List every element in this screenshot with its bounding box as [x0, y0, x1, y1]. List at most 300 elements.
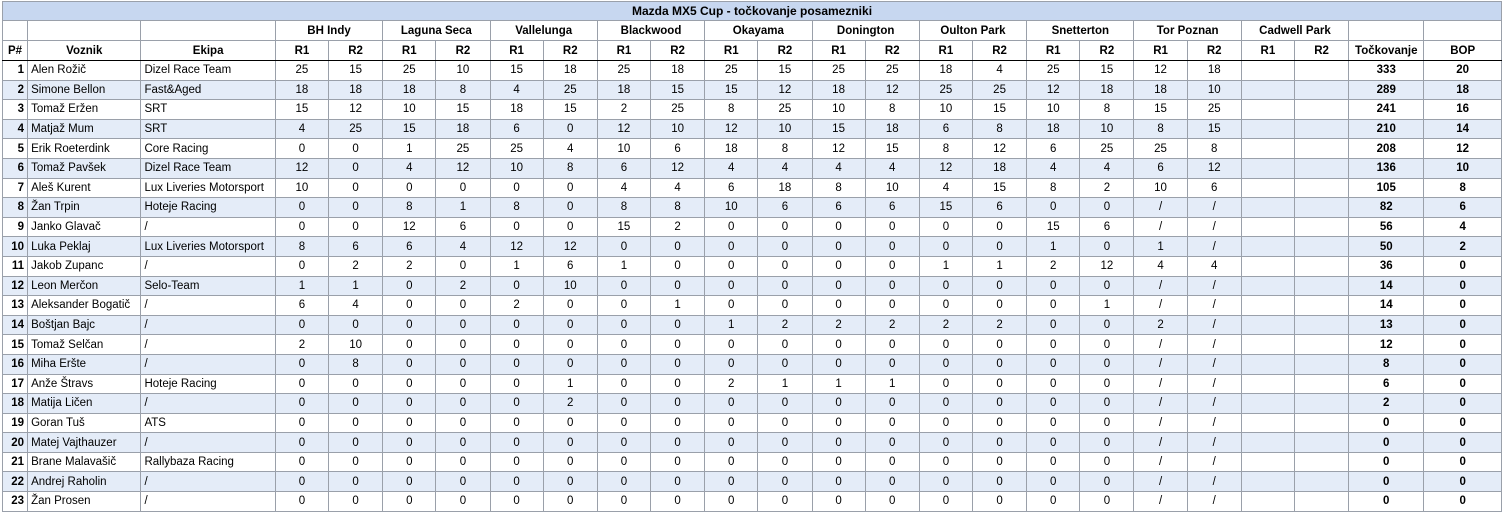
result-cell[interactable]: 15 — [383, 119, 436, 139]
result-cell[interactable]: 0 — [972, 335, 1026, 355]
result-cell[interactable]: 12 — [1187, 158, 1241, 178]
points-cell[interactable]: 36 — [1349, 256, 1424, 276]
team-cell[interactable]: Selo-Team — [141, 276, 275, 296]
header-r1[interactable]: R1 — [919, 41, 972, 61]
bop-cell[interactable]: 0 — [1424, 472, 1502, 492]
team-cell[interactable]: Hoteje Racing — [141, 198, 275, 218]
result-cell[interactable]: 0 — [543, 492, 597, 512]
result-cell[interactable]: / — [1187, 374, 1241, 394]
points-cell[interactable]: 136 — [1349, 158, 1424, 178]
result-cell[interactable]: 0 — [383, 354, 436, 374]
bop-cell[interactable]: 6 — [1424, 198, 1502, 218]
result-cell[interactable]: / — [1187, 413, 1241, 433]
result-cell[interactable]: 1 — [1134, 237, 1187, 257]
result-cell[interactable] — [1294, 413, 1348, 433]
result-cell[interactable] — [1241, 139, 1294, 159]
result-cell[interactable]: 0 — [1027, 472, 1080, 492]
position-cell[interactable]: 1 — [3, 61, 28, 81]
header-r1[interactable]: R1 — [597, 41, 650, 61]
result-cell[interactable]: 2 — [543, 394, 597, 414]
points-cell[interactable]: 56 — [1349, 217, 1424, 237]
result-cell[interactable]: 6 — [383, 237, 436, 257]
result-cell[interactable] — [1241, 178, 1294, 198]
driver-cell[interactable]: Simone Bellon — [28, 80, 141, 100]
result-cell[interactable]: 0 — [758, 335, 812, 355]
result-cell[interactable]: 0 — [1027, 374, 1080, 394]
result-cell[interactable]: 2 — [329, 256, 383, 276]
header-r2[interactable]: R2 — [758, 41, 812, 61]
result-cell[interactable]: 10 — [597, 139, 650, 159]
result-cell[interactable]: 0 — [275, 256, 328, 276]
result-cell[interactable]: 0 — [705, 394, 758, 414]
bop-cell[interactable]: 0 — [1424, 296, 1502, 316]
result-cell[interactable]: 0 — [865, 413, 919, 433]
result-cell[interactable]: 10 — [543, 276, 597, 296]
result-cell[interactable]: 0 — [490, 452, 543, 472]
result-cell[interactable]: 12 — [758, 80, 812, 100]
points-cell[interactable]: 333 — [1349, 61, 1424, 81]
result-cell[interactable]: 15 — [275, 100, 328, 120]
result-cell[interactable]: 6 — [275, 296, 328, 316]
result-cell[interactable]: 0 — [1027, 394, 1080, 414]
result-cell[interactable]: 0 — [1027, 452, 1080, 472]
result-cell[interactable]: 15 — [329, 61, 383, 81]
result-cell[interactable]: 0 — [758, 413, 812, 433]
result-cell[interactable]: 0 — [543, 178, 597, 198]
result-cell[interactable]: 0 — [705, 413, 758, 433]
result-cell[interactable]: 1 — [972, 256, 1026, 276]
result-cell[interactable]: 6 — [329, 237, 383, 257]
result-cell[interactable]: 0 — [1080, 198, 1134, 218]
result-cell[interactable]: 4 — [543, 139, 597, 159]
result-cell[interactable]: 12 — [972, 139, 1026, 159]
bop-cell[interactable]: 0 — [1424, 354, 1502, 374]
bop-cell[interactable]: 0 — [1424, 413, 1502, 433]
header-r2[interactable]: R2 — [543, 41, 597, 61]
result-cell[interactable]: 0 — [919, 413, 972, 433]
result-cell[interactable]: 25 — [812, 61, 865, 81]
bop-cell[interactable]: 2 — [1424, 237, 1502, 257]
driver-cell[interactable]: Boštjan Bajc — [28, 315, 141, 335]
result-cell[interactable]: 0 — [329, 315, 383, 335]
header-r2[interactable]: R2 — [329, 41, 383, 61]
result-cell[interactable]: 0 — [543, 433, 597, 453]
result-cell[interactable]: 1 — [919, 256, 972, 276]
result-cell[interactable]: 4 — [436, 237, 490, 257]
result-cell[interactable]: 0 — [383, 452, 436, 472]
track-header[interactable]: Donington — [812, 21, 919, 41]
result-cell[interactable]: / — [1134, 394, 1187, 414]
result-cell[interactable]: / — [1134, 413, 1187, 433]
result-cell[interactable]: 1 — [329, 276, 383, 296]
result-cell[interactable]: 12 — [1080, 256, 1134, 276]
result-cell[interactable]: 0 — [275, 394, 328, 414]
position-cell[interactable]: 22 — [3, 472, 28, 492]
result-cell[interactable]: 6 — [758, 198, 812, 218]
result-cell[interactable]: 0 — [1080, 452, 1134, 472]
result-cell[interactable]: 0 — [275, 413, 328, 433]
result-cell[interactable]: 0 — [812, 354, 865, 374]
result-cell[interactable]: 0 — [919, 217, 972, 237]
result-cell[interactable]: 0 — [865, 433, 919, 453]
result-cell[interactable]: 4 — [758, 158, 812, 178]
result-cell[interactable]: 0 — [972, 394, 1026, 414]
result-cell[interactable]: / — [1134, 354, 1187, 374]
result-cell[interactable]: 0 — [436, 374, 490, 394]
result-cell[interactable]: 0 — [865, 452, 919, 472]
driver-cell[interactable]: Matija Ličen — [28, 394, 141, 414]
result-cell[interactable]: 0 — [275, 374, 328, 394]
result-cell[interactable]: 0 — [1080, 413, 1134, 433]
result-cell[interactable]: 0 — [490, 335, 543, 355]
result-cell[interactable]: 6 — [812, 198, 865, 218]
header-r1[interactable]: R1 — [1134, 41, 1187, 61]
result-cell[interactable] — [1241, 198, 1294, 218]
result-cell[interactable]: 0 — [597, 394, 650, 414]
result-cell[interactable]: 0 — [490, 374, 543, 394]
result-cell[interactable]: 2 — [1134, 315, 1187, 335]
result-cell[interactable]: 6 — [1080, 217, 1134, 237]
result-cell[interactable]: 2 — [1080, 178, 1134, 198]
result-cell[interactable]: 18 — [972, 158, 1026, 178]
result-cell[interactable]: 1 — [275, 276, 328, 296]
result-cell[interactable]: 0 — [758, 217, 812, 237]
result-cell[interactable] — [1241, 119, 1294, 139]
result-cell[interactable]: 0 — [919, 354, 972, 374]
result-cell[interactable]: 12 — [490, 237, 543, 257]
result-cell[interactable]: 0 — [972, 433, 1026, 453]
result-cell[interactable]: 2 — [758, 315, 812, 335]
result-cell[interactable]: 6 — [1187, 178, 1241, 198]
result-cell[interactable] — [1241, 61, 1294, 81]
result-cell[interactable]: 1 — [1027, 237, 1080, 257]
result-cell[interactable]: 0 — [383, 433, 436, 453]
result-cell[interactable]: 2 — [490, 296, 543, 316]
result-cell[interactable]: 6 — [597, 158, 650, 178]
position-cell[interactable]: 5 — [3, 139, 28, 159]
result-cell[interactable]: 4 — [651, 178, 705, 198]
position-cell[interactable]: 9 — [3, 217, 28, 237]
result-cell[interactable]: 0 — [543, 119, 597, 139]
result-cell[interactable]: 0 — [490, 492, 543, 512]
result-cell[interactable]: 10 — [919, 100, 972, 120]
header-r2[interactable]: R2 — [1187, 41, 1241, 61]
result-cell[interactable]: 0 — [705, 354, 758, 374]
result-cell[interactable]: 0 — [1080, 472, 1134, 492]
team-cell[interactable]: SRT — [141, 119, 275, 139]
result-cell[interactable]: 0 — [812, 276, 865, 296]
position-cell[interactable]: 15 — [3, 335, 28, 355]
result-cell[interactable]: 2 — [865, 315, 919, 335]
result-cell[interactable]: 0 — [972, 276, 1026, 296]
result-cell[interactable]: 0 — [329, 374, 383, 394]
result-cell[interactable]: 0 — [651, 374, 705, 394]
result-cell[interactable]: 1 — [383, 139, 436, 159]
driver-cell[interactable]: Brane Malavašič — [28, 452, 141, 472]
result-cell[interactable]: / — [1187, 237, 1241, 257]
result-cell[interactable]: 18 — [812, 80, 865, 100]
result-cell[interactable]: 0 — [972, 413, 1026, 433]
driver-cell[interactable]: Luka Peklaj — [28, 237, 141, 257]
result-cell[interactable]: 12 — [1027, 80, 1080, 100]
result-cell[interactable] — [1241, 452, 1294, 472]
result-cell[interactable]: 8 — [275, 237, 328, 257]
header-r2[interactable]: R2 — [436, 41, 490, 61]
result-cell[interactable]: 0 — [972, 492, 1026, 512]
header-blank[interactable] — [3, 21, 28, 41]
result-cell[interactable]: 4 — [919, 178, 972, 198]
result-cell[interactable]: 4 — [1134, 256, 1187, 276]
result-cell[interactable]: 0 — [758, 354, 812, 374]
result-cell[interactable] — [1241, 413, 1294, 433]
result-cell[interactable]: 2 — [383, 256, 436, 276]
result-cell[interactable]: 0 — [490, 217, 543, 237]
result-cell[interactable]: 0 — [275, 354, 328, 374]
points-cell[interactable]: 0 — [1349, 452, 1424, 472]
result-cell[interactable]: 0 — [812, 335, 865, 355]
team-cell[interactable]: / — [141, 296, 275, 316]
result-cell[interactable]: 0 — [329, 217, 383, 237]
driver-cell[interactable]: Erik Roeterdink — [28, 139, 141, 159]
points-cell[interactable]: 0 — [1349, 472, 1424, 492]
bop-cell[interactable]: 0 — [1424, 492, 1502, 512]
result-cell[interactable]: 0 — [919, 492, 972, 512]
result-cell[interactable]: / — [1134, 198, 1187, 218]
result-cell[interactable]: 18 — [275, 80, 328, 100]
driver-cell[interactable]: Matej Vajthauzer — [28, 433, 141, 453]
header-team[interactable]: Ekipa — [141, 41, 275, 61]
result-cell[interactable]: 10 — [1134, 178, 1187, 198]
header-r2[interactable]: R2 — [972, 41, 1026, 61]
result-cell[interactable]: 0 — [972, 237, 1026, 257]
result-cell[interactable]: 0 — [919, 472, 972, 492]
result-cell[interactable]: 0 — [1080, 433, 1134, 453]
result-cell[interactable]: 0 — [436, 256, 490, 276]
result-cell[interactable] — [1241, 158, 1294, 178]
result-cell[interactable]: 0 — [1027, 296, 1080, 316]
result-cell[interactable]: 15 — [705, 80, 758, 100]
result-cell[interactable]: 0 — [490, 394, 543, 414]
result-cell[interactable]: 25 — [1134, 139, 1187, 159]
result-cell[interactable] — [1241, 100, 1294, 120]
result-cell[interactable]: 0 — [865, 276, 919, 296]
points-cell[interactable]: 0 — [1349, 433, 1424, 453]
result-cell[interactable]: 25 — [1080, 139, 1134, 159]
result-cell[interactable]: 2 — [972, 315, 1026, 335]
result-cell[interactable]: 0 — [919, 335, 972, 355]
points-cell[interactable]: 2 — [1349, 394, 1424, 414]
result-cell[interactable]: 0 — [275, 472, 328, 492]
track-header[interactable]: Tor Poznan — [1134, 21, 1241, 41]
points-cell[interactable]: 105 — [1349, 178, 1424, 198]
result-cell[interactable]: 15 — [865, 139, 919, 159]
driver-cell[interactable]: Janko Glavač — [28, 217, 141, 237]
result-cell[interactable]: 8 — [651, 198, 705, 218]
points-cell[interactable]: 208 — [1349, 139, 1424, 159]
result-cell[interactable]: 0 — [490, 178, 543, 198]
result-cell[interactable]: 0 — [812, 492, 865, 512]
result-cell[interactable]: 8 — [1134, 119, 1187, 139]
result-cell[interactable]: / — [1134, 217, 1187, 237]
header-r1[interactable]: R1 — [490, 41, 543, 61]
result-cell[interactable]: 0 — [597, 296, 650, 316]
result-cell[interactable]: 0 — [383, 296, 436, 316]
result-cell[interactable]: 0 — [705, 256, 758, 276]
result-cell[interactable]: / — [1134, 374, 1187, 394]
result-cell[interactable]: 18 — [329, 80, 383, 100]
result-cell[interactable]: 12 — [597, 119, 650, 139]
result-cell[interactable]: 0 — [383, 472, 436, 492]
result-cell[interactable]: 0 — [651, 492, 705, 512]
result-cell[interactable]: 0 — [865, 335, 919, 355]
result-cell[interactable]: 4 — [275, 119, 328, 139]
result-cell[interactable]: 0 — [383, 276, 436, 296]
result-cell[interactable]: 18 — [597, 80, 650, 100]
result-cell[interactable] — [1294, 237, 1348, 257]
result-cell[interactable]: 0 — [758, 394, 812, 414]
result-cell[interactable]: 0 — [329, 178, 383, 198]
driver-cell[interactable]: Andrej Raholin — [28, 472, 141, 492]
position-cell[interactable]: 23 — [3, 492, 28, 512]
result-cell[interactable] — [1294, 394, 1348, 414]
result-cell[interactable]: 25 — [490, 139, 543, 159]
result-cell[interactable]: 10 — [329, 335, 383, 355]
result-cell[interactable] — [1241, 217, 1294, 237]
result-cell[interactable]: 0 — [705, 433, 758, 453]
result-cell[interactable]: 2 — [705, 374, 758, 394]
result-cell[interactable]: 0 — [597, 237, 650, 257]
track-header[interactable]: Vallelunga — [490, 21, 597, 41]
result-cell[interactable] — [1294, 335, 1348, 355]
result-cell[interactable]: / — [1134, 433, 1187, 453]
result-cell[interactable]: 0 — [436, 472, 490, 492]
result-cell[interactable]: 0 — [597, 472, 650, 492]
result-cell[interactable] — [1241, 433, 1294, 453]
result-cell[interactable]: 0 — [597, 354, 650, 374]
team-cell[interactable]: / — [141, 315, 275, 335]
result-cell[interactable]: 0 — [275, 217, 328, 237]
result-cell[interactable]: 0 — [383, 335, 436, 355]
result-cell[interactable] — [1294, 452, 1348, 472]
position-cell[interactable]: 14 — [3, 315, 28, 335]
result-cell[interactable]: 0 — [1027, 492, 1080, 512]
result-cell[interactable]: 0 — [275, 198, 328, 218]
result-cell[interactable]: / — [1187, 296, 1241, 316]
result-cell[interactable]: 4 — [1080, 158, 1134, 178]
result-cell[interactable]: 12 — [1134, 61, 1187, 81]
position-cell[interactable]: 2 — [3, 80, 28, 100]
result-cell[interactable]: 6 — [1027, 139, 1080, 159]
result-cell[interactable]: 0 — [651, 452, 705, 472]
result-cell[interactable]: 10 — [1187, 80, 1241, 100]
bop-cell[interactable]: 0 — [1424, 256, 1502, 276]
position-cell[interactable]: 12 — [3, 276, 28, 296]
driver-cell[interactable]: Goran Tuš — [28, 413, 141, 433]
result-cell[interactable]: / — [1187, 433, 1241, 453]
result-cell[interactable]: 18 — [1187, 61, 1241, 81]
track-header[interactable]: Snetterton — [1027, 21, 1134, 41]
result-cell[interactable]: 25 — [543, 80, 597, 100]
position-cell[interactable]: 20 — [3, 433, 28, 453]
result-cell[interactable]: 15 — [1187, 119, 1241, 139]
team-cell[interactable]: / — [141, 354, 275, 374]
result-cell[interactable]: / — [1187, 276, 1241, 296]
result-cell[interactable]: 0 — [865, 394, 919, 414]
result-cell[interactable]: 15 — [1080, 61, 1134, 81]
result-cell[interactable]: 8 — [543, 158, 597, 178]
result-cell[interactable] — [1294, 492, 1348, 512]
result-cell[interactable]: 0 — [597, 452, 650, 472]
result-cell[interactable]: 0 — [705, 492, 758, 512]
header-r1[interactable]: R1 — [383, 41, 436, 61]
result-cell[interactable]: 12 — [436, 158, 490, 178]
driver-cell[interactable]: Žan Trpin — [28, 198, 141, 218]
team-cell[interactable]: Lux Liveries Motorsport — [141, 237, 275, 257]
result-cell[interactable]: 4 — [972, 61, 1026, 81]
track-header[interactable]: Blackwood — [597, 21, 704, 41]
result-cell[interactable]: 0 — [865, 492, 919, 512]
result-cell[interactable]: 0 — [597, 433, 650, 453]
bop-cell[interactable]: 0 — [1424, 452, 1502, 472]
team-cell[interactable]: / — [141, 492, 275, 512]
result-cell[interactable]: 0 — [597, 276, 650, 296]
driver-cell[interactable]: Aleksander Bogatič — [28, 296, 141, 316]
result-cell[interactable] — [1241, 374, 1294, 394]
result-cell[interactable]: 0 — [436, 335, 490, 355]
result-cell[interactable]: 10 — [865, 178, 919, 198]
position-cell[interactable]: 16 — [3, 354, 28, 374]
result-cell[interactable]: 0 — [329, 413, 383, 433]
position-cell[interactable]: 19 — [3, 413, 28, 433]
result-cell[interactable]: 15 — [651, 80, 705, 100]
result-cell[interactable]: / — [1187, 472, 1241, 492]
result-cell[interactable]: 6 — [543, 256, 597, 276]
result-cell[interactable]: 10 — [651, 119, 705, 139]
result-cell[interactable] — [1294, 217, 1348, 237]
result-cell[interactable]: 0 — [275, 139, 328, 159]
result-cell[interactable]: 0 — [1080, 315, 1134, 335]
result-cell[interactable]: / — [1187, 354, 1241, 374]
result-cell[interactable]: 0 — [972, 217, 1026, 237]
result-cell[interactable]: 0 — [705, 472, 758, 492]
result-cell[interactable]: 12 — [543, 237, 597, 257]
driver-cell[interactable]: Matjaž Mum — [28, 119, 141, 139]
result-cell[interactable]: 25 — [597, 61, 650, 81]
result-cell[interactable]: 0 — [329, 198, 383, 218]
result-cell[interactable]: 15 — [1027, 217, 1080, 237]
result-cell[interactable]: 6 — [1134, 158, 1187, 178]
result-cell[interactable]: 0 — [705, 237, 758, 257]
bop-cell[interactable]: 4 — [1424, 217, 1502, 237]
result-cell[interactable]: 15 — [972, 178, 1026, 198]
result-cell[interactable] — [1294, 433, 1348, 453]
result-cell[interactable]: 15 — [490, 61, 543, 81]
result-cell[interactable]: 0 — [919, 237, 972, 257]
result-cell[interactable]: 0 — [490, 472, 543, 492]
driver-cell[interactable]: Jakob Zupanc — [28, 256, 141, 276]
result-cell[interactable]: 0 — [758, 472, 812, 492]
result-cell[interactable]: 0 — [329, 433, 383, 453]
result-cell[interactable] — [1294, 374, 1348, 394]
points-cell[interactable]: 0 — [1349, 413, 1424, 433]
result-cell[interactable]: 18 — [1134, 80, 1187, 100]
result-cell[interactable]: 15 — [597, 217, 650, 237]
result-cell[interactable]: 6 — [651, 139, 705, 159]
result-cell[interactable] — [1294, 256, 1348, 276]
result-cell[interactable]: 0 — [1080, 374, 1134, 394]
driver-cell[interactable]: Žan Prosen — [28, 492, 141, 512]
result-cell[interactable]: 0 — [275, 492, 328, 512]
